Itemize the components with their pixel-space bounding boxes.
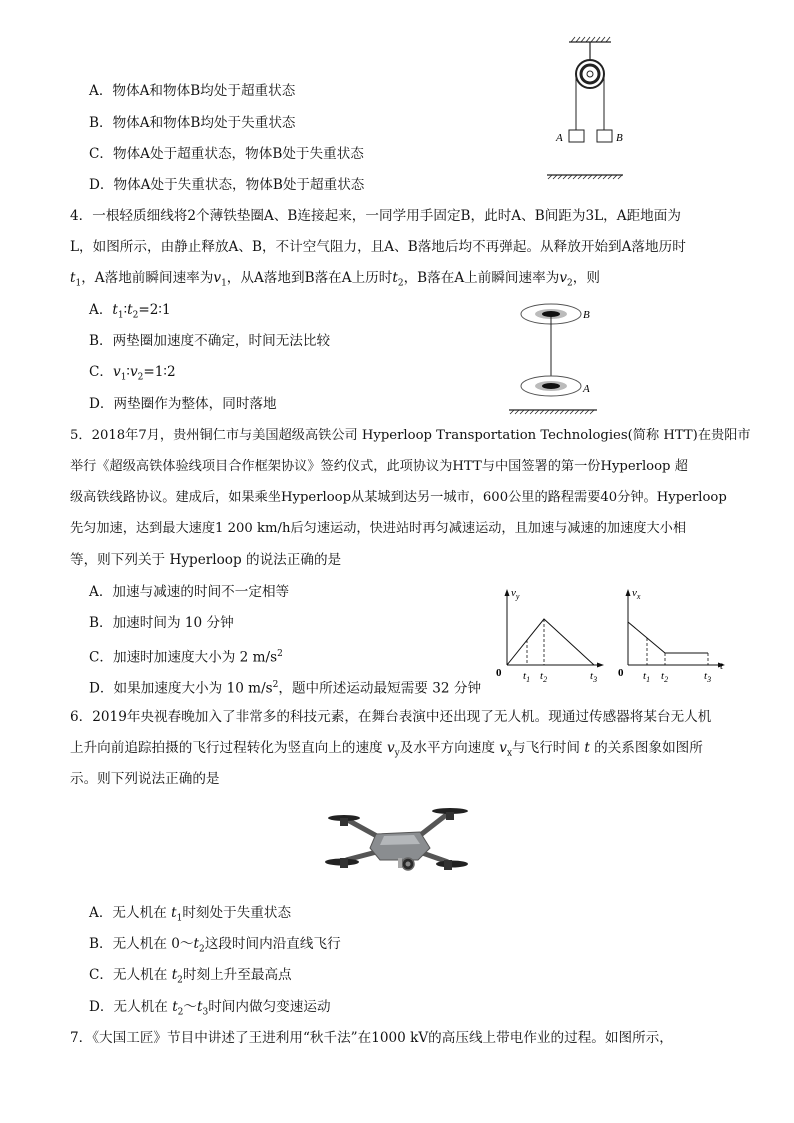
vy-time-graph [490,585,610,685]
svg-text:t2: $t_2$ [661,670,669,684]
q4-stem-line-3: $t_1$，A落地前瞬间速率为$v_1$，从A落地到B落在A上历时$t_2$，B落在A上前瞬间速率为$v_2$，则 [70,270,600,289]
q3-option-a: A．物体A和物体B均处于超重状态 [89,83,296,99]
q3-option-b: B．物体A和物体B均处于失重状态 [89,115,296,131]
svg-text:t2: $t_2$ [540,670,548,684]
q5-stem-line-3: 级高铁线路协议。建成后，如果乘坐Hyperloop从某城到达另一城市，600公里的路程需要40分钟。Hyperloop [70,490,727,505]
q5-option-d: D．如果加速度大小为 10 $m/s^2$，题中所述运动最短需要 32 分钟 [89,680,482,697]
q6-stem-line-1: 6．2019年央视春晚加入了非常多的科技元素，在舞台表演中还出现了无人机。现通过传感器将某台无人机 [70,709,712,725]
pulley-figure [545,40,625,180]
svg-text:0: 0 [496,667,502,679]
q5-option-a: A．加速与减速的时间不一定相等 [89,584,290,600]
q5-option-b: B．加速时间为 10 分钟 [89,615,234,631]
pulley-label-b: B [616,132,623,144]
svg-text:vx: $v_x$ [632,587,641,601]
svg-text:0: 0 [618,667,624,679]
washers-figure [505,298,605,422]
q4-option-c: C．$v_1∶v_2=1∶2$ [89,364,176,383]
q4-stem-line-2: L，如图所示，由静止释放A、B，不计空气阻力，且A、B落地后均不再弹起。从释放开始到A落地历时 [70,239,686,255]
q4-option-b: B．两垫圈加速度不确定，时间无法比较 [89,333,331,349]
washer-label-b: B [583,309,590,321]
drone-image [322,798,476,890]
q6-stem-line-3: 示。则下列说法正确的是 [70,771,220,787]
q7-stem: 7．《大国工匠》节目中讲述了王进利用“秋千法”在1000 kV的高压线上带电作业的过程。如图所示， [70,1030,673,1046]
vx-time-graph [616,585,736,685]
q6-stem-line-2: 上升向前追踪拍摄的飞行过程转化为竖直向上的速度 $v_y$及水平方向速度 $v_x$与飞行时间 t 的关系图象如图所 [70,740,703,759]
q6-option-b: B．无人机在 $0\sim t_2$这段时间内沿直线飞行 [89,936,341,955]
svg-text:t: t [720,660,724,672]
q3-option-d: D．物体A处于失重状态，物体B处于超重状态 [89,177,365,193]
q4-stem-line-1: 4．一根轻质细线将2个薄铁垫圈A、B连接起来，一同学用手固定B，此时A、B间距为3L，A距地面为 [70,208,681,224]
svg-text:t1: $t_1$ [523,670,531,684]
q6-option-d: D．无人机在 $t_2\sim t_3$时间内做匀变速运动 [89,999,331,1018]
pulley-label-a: A [556,132,563,144]
q6-option-c: C．无人机在 $t_2$时刻上升至最高点 [89,967,292,986]
svg-text:t1: $t_1$ [643,670,651,684]
q5-option-c: C．加速时加速度大小为 2 $m/s^2$ [89,649,283,666]
q5-stem-line-5: 等，则下列关于 Hyperloop 的说法正确的是 [70,552,342,568]
washer-label-a: A [583,383,590,395]
q4-option-d: D．两垫圈作为整体，同时落地 [89,396,277,412]
q6-option-a: A．无人机在 $t_1$时刻处于失重状态 [89,905,292,924]
svg-text:vy: $v_y$ [511,587,520,601]
q5-stem-line-2: 举行《超级高铁体验线项目合作框架协议》签约仪式，此项协议为HTT与中国签署的第一份Hyperloop 超 [70,459,688,474]
q5-stem-line-4: 先匀加速，达到最大速度1 200 km/h后匀速运动，快进站时再匀减速运动，且加速与减速的加速度大小相 [70,521,687,536]
q4-option-a: A．$t_1∶t_2=2∶1$ [89,302,171,321]
svg-text:t3: $t_3$ [704,670,712,684]
q5-stem-line-1: 5．2018年7月，贵州铜仁市与美国超级高铁公司 Hyperloop Transportation Technologies(简称 HTT)在贵阳市 [70,428,751,443]
svg-text:t3: $t_3$ [590,670,598,684]
q3-option-c: C．物体A处于超重状态，物体B处于失重状态 [89,146,364,162]
